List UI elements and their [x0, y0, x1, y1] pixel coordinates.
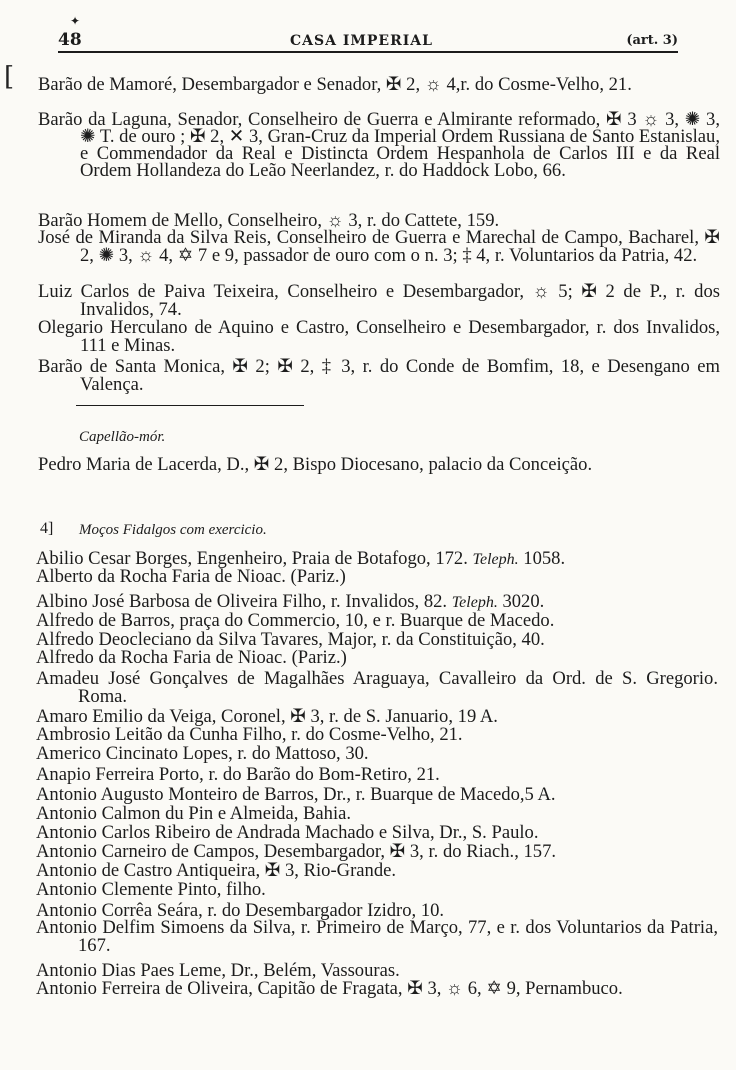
page-header [58, 30, 678, 50]
list-item: Anapio Ferreira Porto, r. do Barão do Bom-Retiro, 21. [36, 764, 440, 785]
telephone-number: 3020. [497, 591, 545, 612]
article-reference: (art. 3) [626, 33, 678, 48]
list-item: Antonio de Castro Antiqueira, ✠ 3, Rio-Grande. [36, 860, 397, 881]
list-item: Barão de Mamoré, Desembargador e Senador, ✠ 2, ☼ 4,r. do Cosme-Velho, 21. [38, 74, 632, 95]
list-item: Americo Cincinato Lopes, r. do Mattoso, 30. [36, 743, 369, 764]
list-item: Barão Homem de Mello, Conselheiro, ☼ 3, r. do Cattete, 159. [38, 210, 500, 231]
list-item: Luiz Carlos de Paiva Teixeira, Conselheiro e Desembargador, ☼ 5; ✠ 2 de P., r. dos Invalidos, 74. [38, 281, 720, 320]
entry-text: Albino José Barbosa de Oliveira Filho, r. Invalidos, 82. [36, 591, 448, 612]
list-item: Amadeu José Gonçalves de Magalhães Araguaya, Cavalleiro da Ord. de S. Gregorio. Roma. [36, 668, 718, 707]
entry-text: Abilio Cesar Borges, Engenheiro, Praia de Botafogo, 172. [36, 548, 468, 569]
telephone-number: 1058. [518, 548, 566, 569]
list-item: Amaro Emilio da Veiga, Coronel, ✠ 3, r. de S. Januario, 19 A. [36, 706, 498, 727]
list-item: Alfredo de Barros, praça do Commercio, 10, e r. Buarque de Macedo. [36, 610, 555, 631]
list-item: Ambrosio Leitão da Cunha Filho, r. do Cosme-Velho, 21. [36, 724, 463, 745]
list-item: Pedro Maria de Lacerda, D., ✠ 2, Bispo Diocesano, palacio da Conceição. [38, 454, 593, 475]
section-heading: Capellão-mór. [79, 429, 166, 445]
list-item: Antonio Carlos Ribeiro de Andrada Machado e Silva, Dr., S. Paulo. [36, 822, 539, 843]
list-item: Antonio Dias Paes Leme, Dr., Belém, Vassouras. [36, 960, 400, 981]
print-mark: ✦ [70, 14, 81, 28]
section-number: 4] [40, 520, 54, 537]
section-rule [76, 405, 304, 406]
list-item: Alfredo Deocleciano da Silva Tavares, Major, r. da Constituição, 40. [36, 629, 545, 650]
list-item: José de Miranda da Silva Reis, Conselheiro de Guerra e Marechal de Campo, Bacharel, ✠ 2, ✺ 3, ☼ 4, ✡ 7 e 9, passador de ouro com o n. 3; ‡ 4, r. Voluntarios da Patria, 42. [38, 227, 720, 266]
telephone-label: Teleph. [472, 551, 519, 568]
list-item: Olegario Herculano de Aquino e Castro, Conselheiro e Desembargador, r. dos Invalidos, 111 e Minas. [38, 317, 720, 356]
list-item: Alberto da Rocha Faria de Nioac. (Pariz.) [36, 566, 346, 587]
telephone-label: Teleph. [451, 594, 498, 611]
page-title: CASA IMPERIAL [290, 33, 433, 49]
page-number: 48 [58, 30, 82, 50]
list-item: Antonio Calmon du Pin e Almeida, Bahia. [36, 803, 352, 824]
section-heading: Moços Fidalgos com exercicio. [79, 522, 267, 538]
header-rule [58, 51, 678, 53]
margin-mark: [ [4, 62, 15, 92]
list-item: Antonio Augusto Monteiro de Barros, Dr., r. Buarque de Macedo,5 A. [36, 784, 556, 805]
list-item: Alfredo da Rocha Faria de Nioac. (Pariz.) [36, 647, 347, 668]
list-item: Barão de Santa Monica, ✠ 2; ✠ 2, ‡ 3, r. do Conde de Bomfim, 18, e Desengano em Valença. [38, 356, 720, 395]
list-item: Antonio Ferreira de Oliveira, Capitão de Fragata, ✠ 3, ☼ 6, ✡ 9, Pernambuco. [36, 978, 623, 999]
list-item: Antonio Clemente Pinto, filho. [36, 879, 266, 900]
list-item: Antonio Corrêa Seára, r. do Desembargador Izidro, 10. [36, 900, 445, 921]
list-item: Barão da Laguna, Senador, Conselheiro de Guerra e Almirante reformado, ✠ 3 ☼ 3, ✺ 3, ✺ T. de ouro ; ✠ 2, ✕ 3, Gran-Cruz da Imperial Ordem Russiana de Santo Estanislau, e Commendador da Real e Distincta Ordem Hespanhola de Carlos III e da Real Ordem Hollandeza do Leão Neerlandez, r. do Haddock Lobo, 66. [38, 109, 720, 181]
list-item: Antonio Carneiro de Campos, Desembargador, ✠ 3, r. do Riach., 157. [36, 841, 557, 862]
list-item [36, 593, 718, 612]
list-item: Antonio Delfim Simoens da Silva, r. Primeiro de Março, 77, e r. dos Voluntarios da Patria, 167. [36, 917, 718, 956]
